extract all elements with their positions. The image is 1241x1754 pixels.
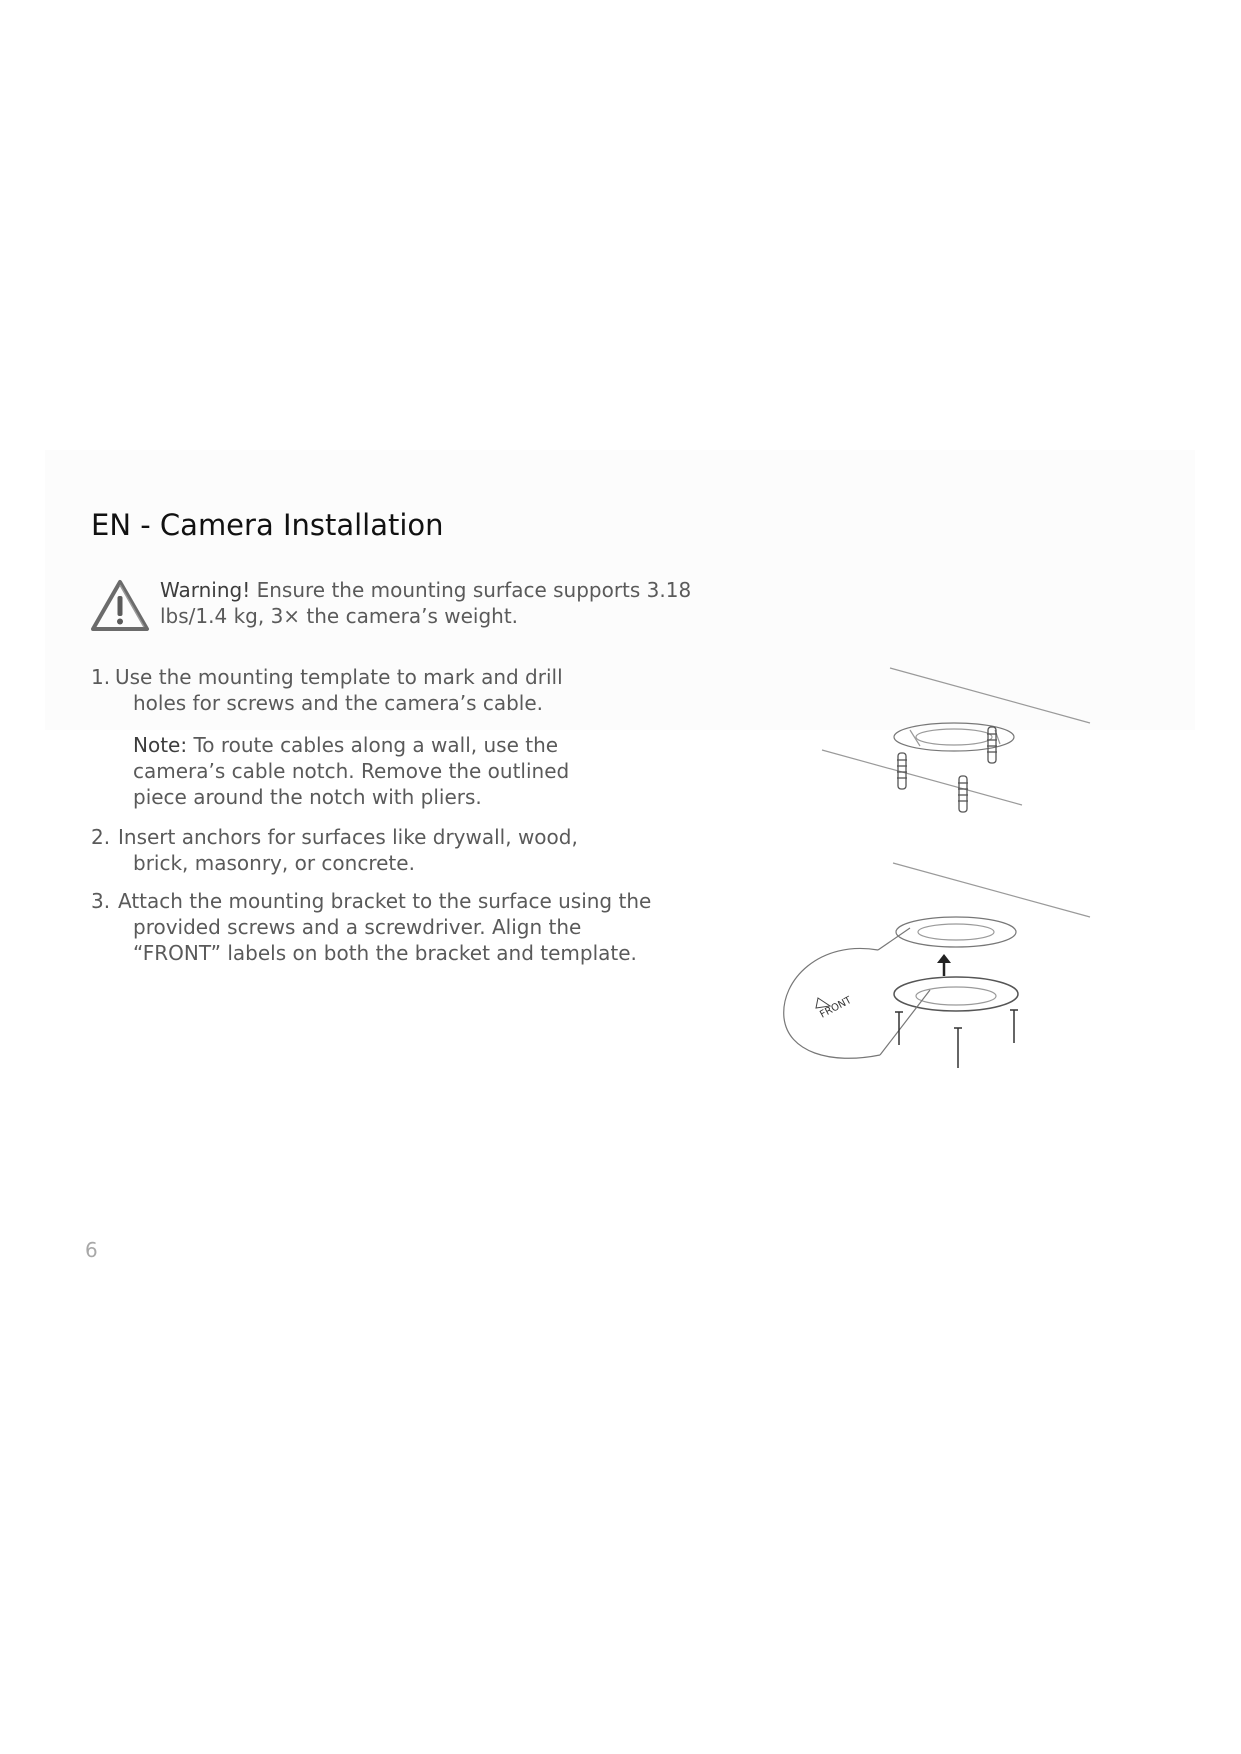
- note-text: To route cables along a wall, use the camera’s cable notch. Remove the outlined piece around the notch with pliers.: [133, 733, 570, 809]
- front-label: FRONT: [818, 994, 854, 1021]
- screw-icon: [895, 1010, 1018, 1068]
- arrow-up-icon: [937, 954, 951, 976]
- step-text: Use the mounting template to mark and drill holes for screws and the camera’s cable.: [115, 665, 563, 715]
- step-3: [91, 888, 691, 966]
- warning-body: Ensure the mounting surface supports 3.18 lbs/1.4 kg, 3× the camera’s weight.: [160, 578, 692, 628]
- page-title: EN - Camera Installation: [91, 508, 444, 542]
- warning-lead: Warning!: [160, 578, 251, 602]
- installation-steps: [91, 664, 691, 966]
- step-text: Attach the mounting bracket to the surface using the provided screws and a screwdriver. Align the “FRONT” labels on both the bracket and template.: [118, 889, 652, 965]
- step-1-note: [91, 732, 593, 810]
- step-number: 3.: [91, 889, 111, 913]
- step-2: [91, 824, 691, 876]
- step-number: 2.: [91, 825, 111, 849]
- installation-illustration: [760, 660, 1110, 1080]
- warning-triangle-icon: [90, 579, 150, 633]
- step-text: Insert anchors for surfaces like drywall, wood, brick, masonry, or concrete.: [118, 825, 578, 875]
- step-number: 1.: [91, 665, 111, 689]
- warning-text: [160, 577, 700, 629]
- note-lead: Note:: [133, 733, 188, 757]
- anchor-icon: [897, 727, 997, 812]
- step-1: [91, 664, 691, 716]
- page-number: 6: [85, 1238, 98, 1262]
